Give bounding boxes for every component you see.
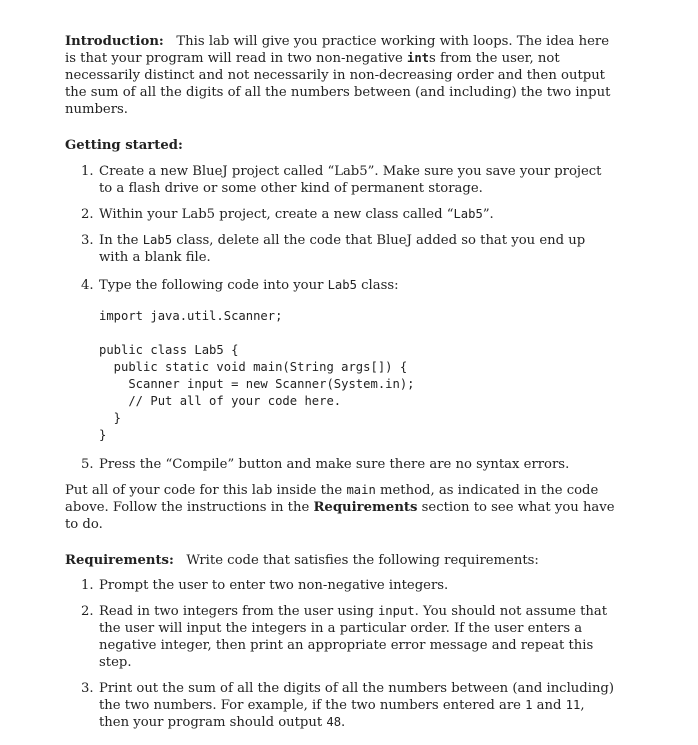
list-item [65,577,617,594]
code-import-line: import java.util.Scanner; [99,309,283,323]
intro-text-1: This lab will give you practice working with loops. The idea here is that your program will read in two non-negative [65,34,610,66]
step-5-text: Press the “Compile” button and make sure there are no syntax errors. [99,457,570,472]
req-2-text-b: . You should not assume that the user will input the integers in a particular order. If the user enters a negative integer, then print an appropriate error message and repeat this step. [99,604,608,670]
requirements-list [65,577,617,731]
intro-code-int: int [407,51,430,65]
req-3-text-d: . [341,715,346,730]
intro-label: Introduction: [65,34,164,49]
step-2-text-a: Within your Lab5 project, create a new class called “ [99,207,454,222]
step-1-text: Create a new BlueJ project called “Lab5”. Make sure you save your project to a flash drive or some other kind of permanent storage. [99,164,602,196]
req-3-code-2: 11 [565,698,581,712]
step-2-text-b: ”. [482,207,494,222]
step-3-text-b: class, delete all the code that BlueJ added so that you end up with a blank file. [99,233,586,265]
requirements-label: Requirements: [65,553,174,568]
requirements-paragraph [65,552,617,569]
item-number: 5. [81,457,94,472]
req-2-text-a: Read in two integers from the user using [99,604,378,619]
list-item [65,232,617,266]
getting-started-heading: Getting started: [65,138,183,153]
list-item [65,206,617,223]
list-item [65,277,617,444]
requirements-intro: Write code that satisfies the following requirements: [186,553,539,568]
after-bold-requirements: Requirements [313,500,418,515]
list-item [65,603,617,671]
after-text-3: section to see what you have to do. [65,500,615,532]
item-number: 1. [81,578,94,593]
instructions-paragraph [65,482,617,533]
intro-text-2: s from the user, not necessarily distinct and not necessarily in non-decreasing order and then output the sum of all the digits of all the numbers between (and including) the two input numbers. [65,51,611,117]
list-item [65,163,617,197]
req-2-code: input [377,604,415,618]
lab-document [65,33,617,731]
item-number: 1. [81,164,94,179]
item-number: 2. [81,604,94,619]
req-3-text-c: , then your program should output [99,698,585,730]
step-4-code: Lab5 [327,278,357,292]
step-3-code: Lab5 [142,233,173,247]
list-item [65,456,617,473]
after-text-2: method, as indicated in the code above. Follow the instructions in the [65,483,599,515]
req-3-code-1: 1 [525,698,533,712]
item-number: 2. [81,207,94,222]
step-2-code: Lab5 [453,207,483,221]
getting-started-list [65,163,617,473]
item-number: 4. [81,278,94,293]
step-3-text-a: In the [99,233,143,248]
req-1-text: Prompt the user to enter two non-negative integers. [99,578,449,593]
after-text-1: Put all of your code for this lab inside the [65,483,347,498]
step-4-text-b: class: [356,278,399,293]
req-3-text-b: and [532,698,566,713]
req-3-code-3: 48 [326,715,342,729]
item-number: 3. [81,233,94,248]
req-3-text-a: Print out the sum of all the digits of all the numbers between (and including) the two numbers. For example, if the two numbers entered are [99,681,615,713]
step-4-text-a: Type the following code into your [99,278,328,293]
code-block: public class Lab5 { public static void main(String args[]) { Scanner input = new Scanner(System.in); // Put all of your code here. } } [99,343,415,442]
list-item [65,680,617,731]
after-code-main: main [346,483,376,497]
intro-paragraph [65,33,617,118]
item-number: 3. [81,681,94,696]
